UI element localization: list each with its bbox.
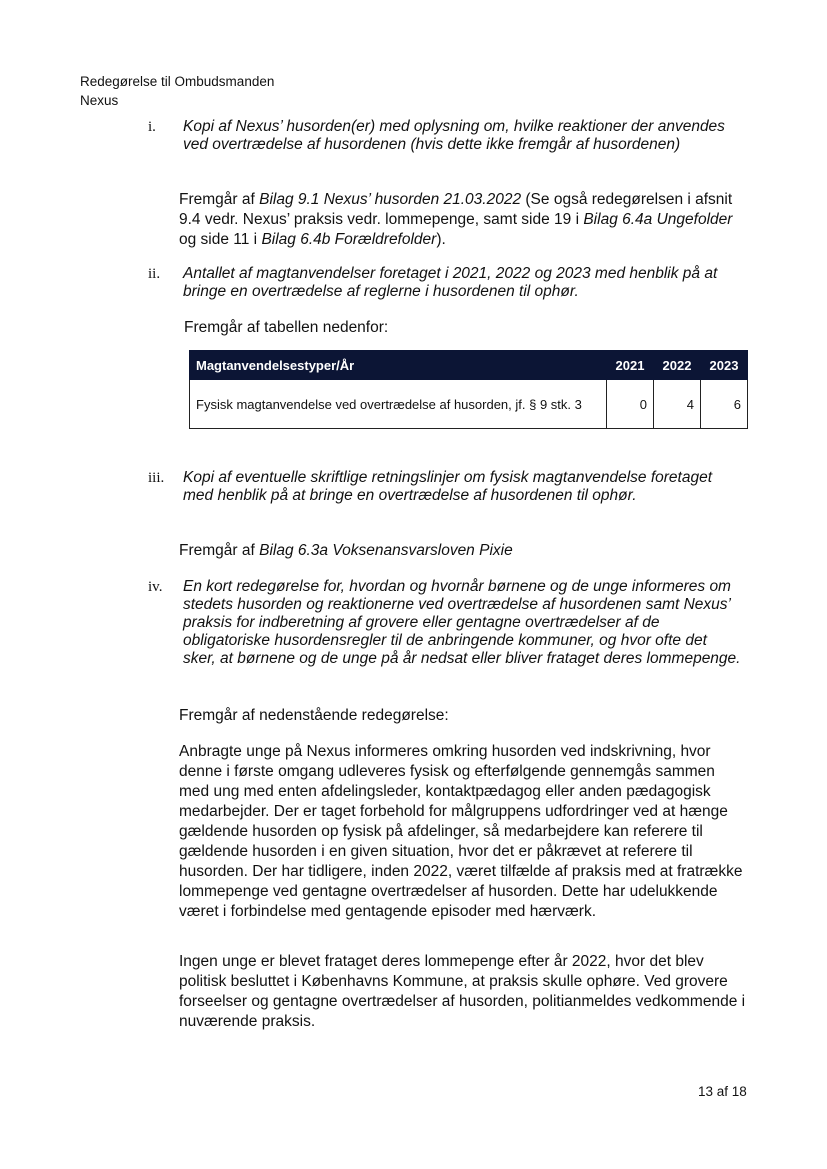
paragraph: Ingen unge er blevet frataget deres lommepenge efter år 2022, hvor det blev politisk besluttet i Københavns Kommune, at praksis skulle ophøre. Ved grovere forseelser og gentagne overtrædelser af husorden, politianmeldes vedkommende i nuværende praksis. <box>179 953 746 1030</box>
item-question: Antallet af magtanvendelser foretaget i 2021, 2022 og 2023 med henblik på at bringe en overtrædelse af reglerne i husordenen til ophør. <box>183 265 718 300</box>
item-ii-answer: Fremgår af tabellen nedenfor: <box>184 319 389 336</box>
attachment-ref: Bilag 6.4b Forældrefolder <box>261 231 437 248</box>
item-i-answer: Fremgår af Bilag 9.1 Nexus’ husorden 21.03.2022 (Se også redegørelsen i afsnit 9.4 vedr. Nexus’ praksis vedr. lommepenge, samt side 19 i Bilag 6.4a Ungefolder og side 11 i Bilag 6.4b Forældrefolder). <box>179 191 733 248</box>
document-header <box>80 72 274 110</box>
item-question: En kort redegørelse for, hvordan og hvornår børnene og de unge informeres om stedets husorden og reaktionerne ved overtrædelse af husordenen samt Nexus’ praksis for indberetning af grovere eller gentagne overtrædelser af de obligatoriske husordensregler til de anbringende kommuner, og hvor ofte det sker, at børnene og de unge på år nedsat eller bliver frataget deres lommepenge. <box>183 578 741 667</box>
item-iii-answer: Fremgår af Bilag 6.3a Voksenansvarsloven Pixie <box>179 542 513 559</box>
item-number: i. <box>148 119 156 135</box>
paragraph: Anbragte unge på Nexus informeres omkring husorden ved indskrivning, hvor denne i første omgang udleveres fysisk og efterfølgende gennemgås sammen med ung med enten afdelingsleder, kontaktpædagog eller anden pædagogisk medarbejder. Der er taget forbehold for målgruppens udfordringer ved at hænge gældende husorden op fysisk på afdelinger, så medarbejdere kan referere til gældende husorden i en given situation, hvor det er påkrævet at referere til husorden. Der har tidligere, inden 2022, været tilfælde af praksis med at fratrække lommepenge ved gentagne overtrædelser af husorden. Dette har udelukkende været i forbindelse med gentagende episoder med hærværk. <box>179 743 743 920</box>
table-header-year: 2022 <box>654 351 701 380</box>
item-number: ii. <box>148 266 161 282</box>
item-question: Kopi af Nexus’ husorden(er) med oplysning om, hvilke reaktioner der anvendes ved overtrædelse af husordenen (hvis dette ikke fremgår af husordenen) <box>183 118 725 153</box>
header-org: Nexus <box>80 93 119 108</box>
header-title: Redegørelse til Ombudsmanden <box>80 74 275 89</box>
attachment-ref: Bilag 6.4a Ungefolder <box>583 211 733 228</box>
item-number: iv. <box>148 579 163 595</box>
item-number: iii. <box>148 470 165 486</box>
magtanvendelse-table <box>189 350 748 429</box>
table-row <box>190 380 748 429</box>
table-header-row <box>190 351 748 380</box>
item-iv-answer: Fremgår af nedenstående redegørelse: <box>179 707 449 724</box>
table-cell: 6 <box>701 380 748 429</box>
attachment-ref: Bilag 9.1 Nexus’ husorden 21.03.2022 <box>259 191 522 208</box>
attachment-ref: Bilag 6.3a Voksenansvarsloven Pixie <box>259 542 513 559</box>
table-cell: 0 <box>607 380 654 429</box>
table-row-label: Fysisk magtanvendelse ved overtrædelse af husorden, jf. § 9 stk. 3 <box>190 380 607 429</box>
table-header-year: 2023 <box>701 351 748 380</box>
table-cell: 4 <box>654 380 701 429</box>
table-header-type: Magtanvendelsestyper/År <box>190 351 607 380</box>
item-question: Kopi af eventuelle skriftlige retningslinjer om fysisk magtanvendelse foretaget med henblik på at bringe en overtrædelse af husordenen til ophør. <box>183 469 712 504</box>
table-header-year: 2021 <box>607 351 654 380</box>
page-number: 13 af 18 <box>698 1084 747 1099</box>
